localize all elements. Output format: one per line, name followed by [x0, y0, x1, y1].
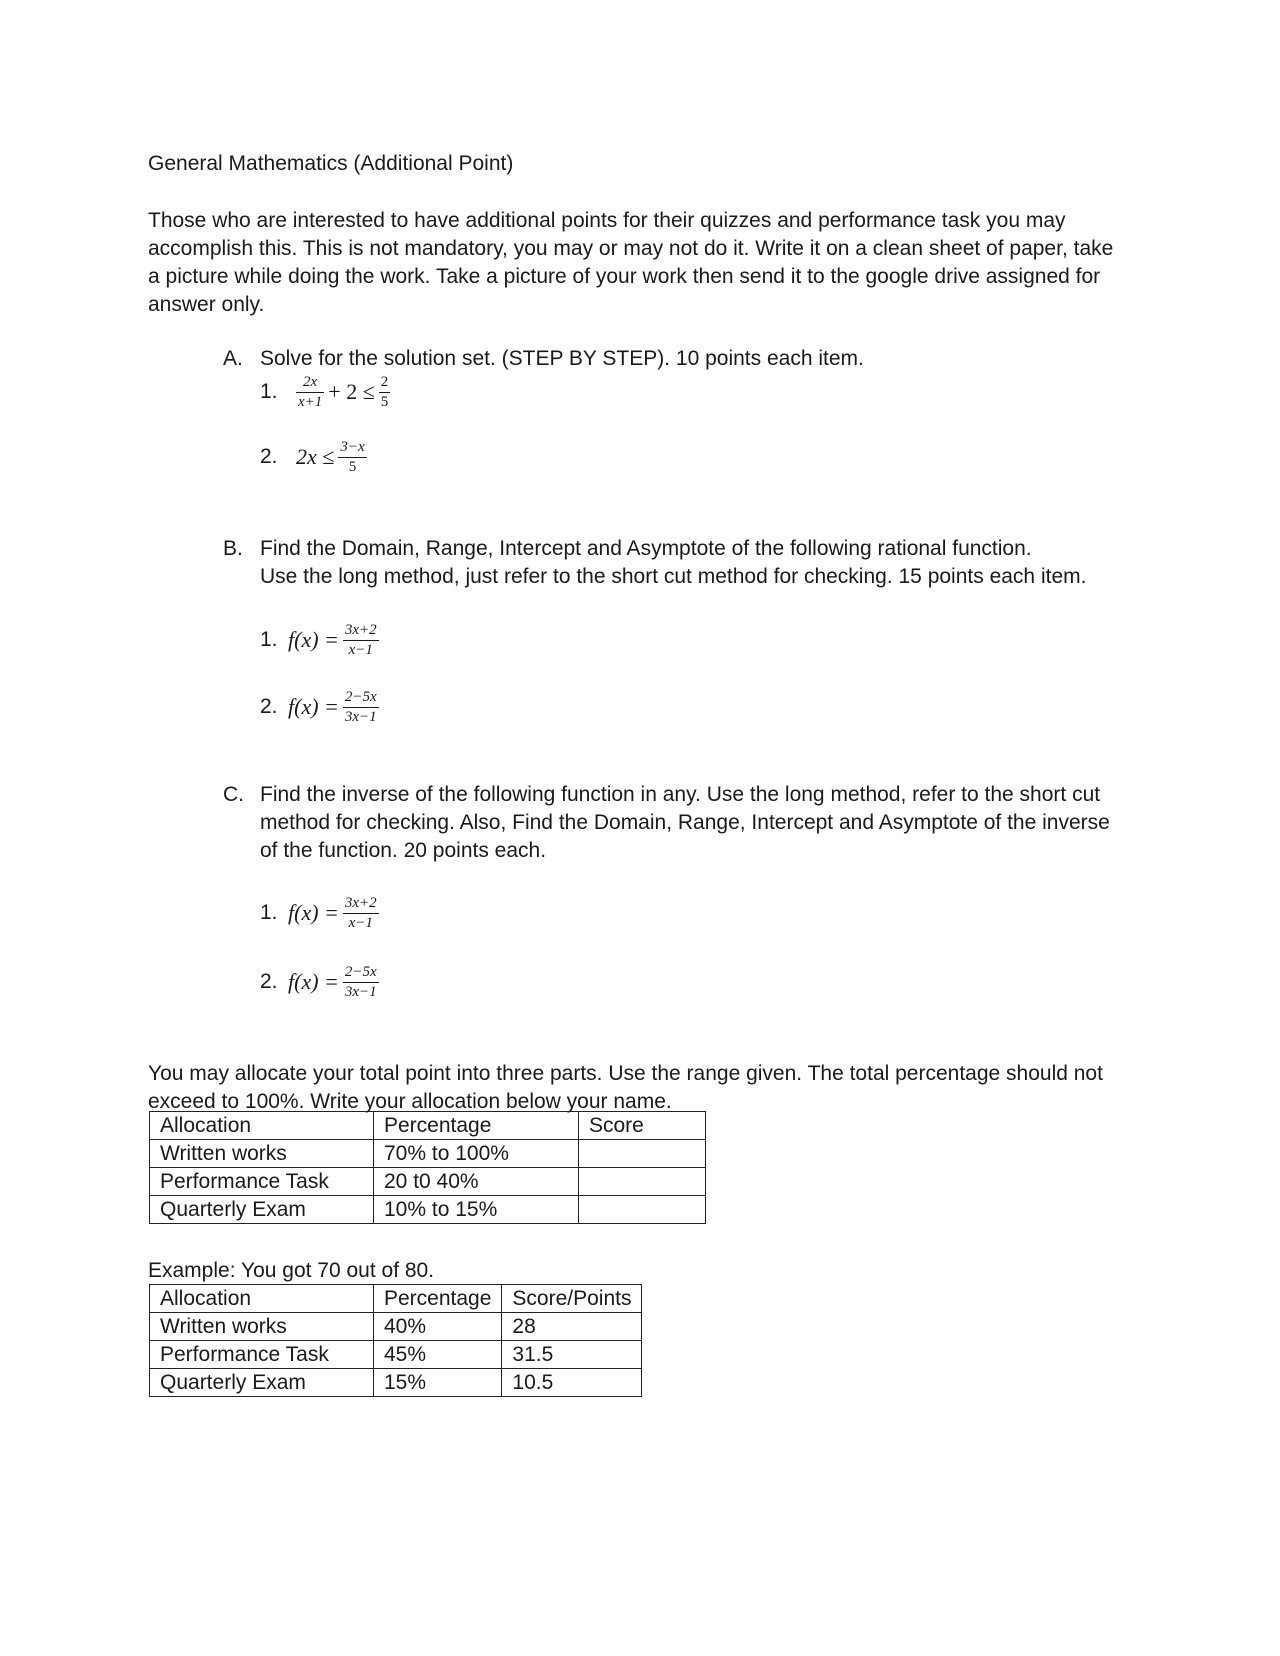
- item-number: 1.: [260, 901, 278, 924]
- table-header-cell: Allocation: [150, 1112, 374, 1140]
- table-cell: 45%: [374, 1341, 502, 1369]
- math-lhs: f(x) =: [288, 694, 339, 719]
- allocation-note: You may allocate your total point into three parts. Use the range given. The total percentage should not exceed to 100%. Write your allocation below your name.: [148, 1062, 1103, 1113]
- item-number: 1.: [260, 380, 278, 403]
- section-a-item-1: [260, 372, 390, 412]
- fraction: [296, 374, 324, 411]
- table-row: [150, 1168, 706, 1196]
- table-cell: [579, 1196, 706, 1224]
- math-lhs: f(x) =: [288, 969, 339, 994]
- fraction-numerator: 2−5x: [343, 689, 379, 708]
- table-row: [150, 1313, 642, 1341]
- fraction-denominator: 5: [348, 458, 357, 475]
- table-cell: 20 t0 40%: [374, 1168, 579, 1196]
- fraction-numerator: 3x+2: [343, 622, 379, 641]
- table-cell: Performance Task: [150, 1168, 374, 1196]
- section-a-heading: Solve for the solution set. (STEP BY STEP). 10 points each item.: [260, 347, 864, 370]
- section-a-letter: A.: [223, 347, 243, 370]
- fraction-denominator: 3x−1: [344, 983, 377, 1000]
- fraction: [379, 374, 391, 411]
- table-row: [150, 1196, 706, 1224]
- table-cell: Written works: [150, 1313, 374, 1341]
- fraction-numerator: 2x: [296, 374, 324, 393]
- table-cell: Performance Task: [150, 1341, 374, 1369]
- table-row: [150, 1140, 706, 1168]
- section-b-item-1: [260, 620, 379, 660]
- fraction-denominator: x−1: [348, 914, 373, 931]
- table-cell: [579, 1168, 706, 1196]
- section-b-letter: B.: [223, 537, 243, 560]
- fraction-denominator: 5: [380, 393, 389, 410]
- table-header-cell: Score: [579, 1112, 706, 1140]
- table-cell: Quarterly Exam: [150, 1369, 374, 1397]
- table-cell: 70% to 100%: [374, 1140, 579, 1168]
- item-number: 2.: [260, 970, 278, 993]
- fraction-numerator: 3x+2: [343, 895, 379, 914]
- fraction: [343, 689, 379, 726]
- section-c-letter: C.: [223, 783, 244, 806]
- section-c-item-2: [260, 962, 379, 1002]
- item-number: 1.: [260, 628, 278, 651]
- table-cell: Written works: [150, 1140, 374, 1168]
- math-lhs: f(x) =: [288, 627, 339, 652]
- section-c-text: Find the inverse of the following function in any. Use the long method, refer to the short cut method for checking. Also, Find the Domain, Range, Intercept and Asymptote of the inverse of the function. 20 points each.: [260, 783, 1110, 862]
- fraction: [338, 439, 366, 476]
- table-header-cell: Percentage: [374, 1285, 502, 1313]
- table-cell: 28: [502, 1313, 642, 1341]
- table-cell: 10.5: [502, 1369, 642, 1397]
- table-cell: 15%: [374, 1369, 502, 1397]
- section-a-item-2: [260, 437, 367, 477]
- example-table: [149, 1284, 642, 1397]
- page-title: General Mathematics (Additional Point): [148, 152, 514, 175]
- table-header-row: [150, 1285, 642, 1313]
- fraction: [343, 622, 379, 659]
- operator: + 2 ≤: [328, 379, 375, 404]
- item-number: 2.: [260, 445, 278, 468]
- fraction-denominator: 3x−1: [344, 708, 377, 725]
- allocation-table: [149, 1111, 706, 1224]
- fraction: [343, 964, 379, 1001]
- fraction: [343, 895, 379, 932]
- intro-paragraph: Those who are interested to have additional points for their quizzes and performance task you may accomplish this. This is not mandatory, you may or may not do it. Write it on a clean sheet of paper, take a picture while doing the work. Take a picture of your work then send it to the google drive assigned for answer only.: [148, 209, 1114, 316]
- table-cell: 10% to 15%: [374, 1196, 579, 1224]
- table-cell: 31.5: [502, 1341, 642, 1369]
- fraction-denominator: x−1: [348, 641, 373, 658]
- section-b-line-2: Use the long method, just refer to the short cut method for checking. 15 points each item.: [260, 565, 1087, 588]
- fraction-numerator: 2−5x: [343, 964, 379, 983]
- section-b-item-2: [260, 687, 379, 727]
- table-row: [150, 1369, 642, 1397]
- table-header-cell: Allocation: [150, 1285, 374, 1313]
- table-header-cell: Percentage: [374, 1112, 579, 1140]
- math-lhs: 2x ≤: [296, 444, 335, 469]
- fraction-numerator: 2: [379, 374, 391, 393]
- section-b-line-1: Find the Domain, Range, Intercept and Asymptote of the following rational function.: [260, 537, 1032, 560]
- fraction-denominator: x+1: [298, 393, 323, 410]
- table-header-cell: Score/Points: [502, 1285, 642, 1313]
- table-cell: [579, 1140, 706, 1168]
- table-row: [150, 1341, 642, 1369]
- example-label: Example: You got 70 out of 80.: [148, 1259, 435, 1282]
- table-header-row: [150, 1112, 706, 1140]
- table-cell: 40%: [374, 1313, 502, 1341]
- table-cell: Quarterly Exam: [150, 1196, 374, 1224]
- fraction-numerator: 3−x: [338, 439, 366, 458]
- section-c-item-1: [260, 893, 379, 933]
- math-lhs: f(x) =: [288, 900, 339, 925]
- item-number: 2.: [260, 695, 278, 718]
